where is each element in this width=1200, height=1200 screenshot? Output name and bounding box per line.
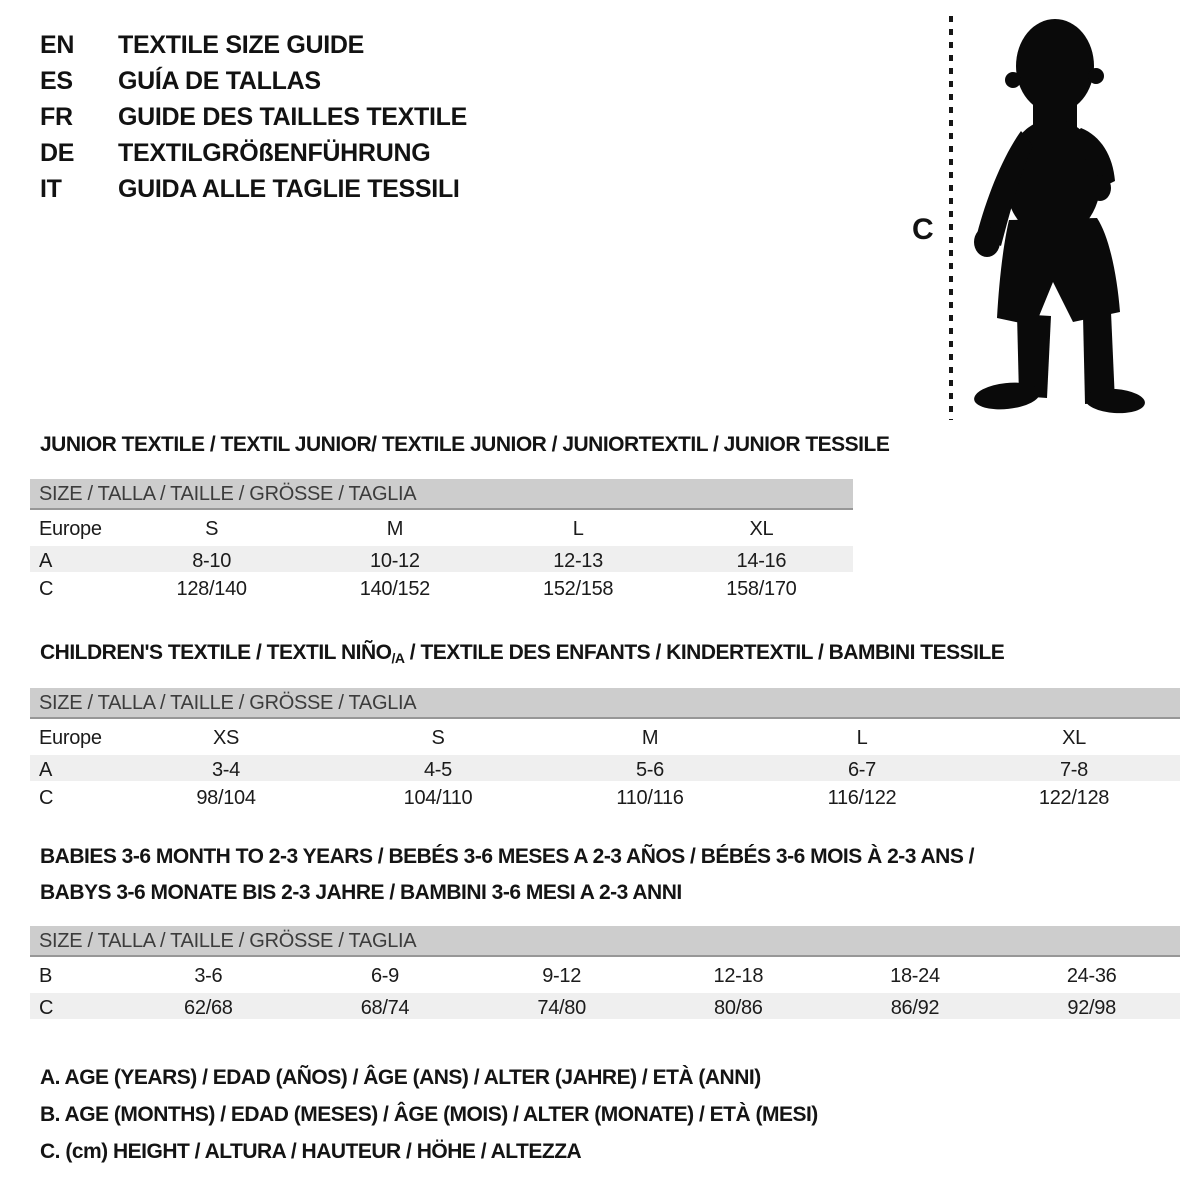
language-row: [40, 171, 467, 207]
height-cell: 80/86: [714, 997, 763, 1019]
height-cell: 116/122: [827, 787, 897, 809]
language-row: [40, 135, 467, 171]
months-cell: 12-18: [713, 965, 764, 987]
size-header-band: SIZE / TALLA / TAILLE / GRÖSSE / TAGLIA: [30, 688, 1180, 719]
children-size-table: [30, 688, 1180, 813]
age-cell: 7-8: [1059, 759, 1088, 781]
legend-age-years: A. AGE (YEARS) / EDAD (AÑOS) / ÂGE (ANS) / ALTER (JAHRE) / ETÀ (ANNI): [40, 1066, 761, 1089]
age-cell: 6-7: [847, 759, 876, 781]
size-cell: L: [572, 518, 584, 540]
language-code: DE: [40, 139, 75, 167]
height-dashed-line: [949, 16, 953, 420]
babies-section-title-line2: BABYS 3-6 MONATE BIS 2-3 JAHRE / BAMBINI 3-6 MESI A 2-3 ANNI: [40, 881, 682, 904]
height-cell: 92/98: [1067, 997, 1116, 1019]
size-cell: M: [641, 727, 659, 749]
toddler-silhouette-image: [963, 16, 1153, 418]
children-section-title: [40, 641, 1004, 666]
height-cell: 140/152: [359, 578, 430, 600]
size-cell: L: [856, 727, 868, 749]
row-label: Europe: [39, 518, 102, 540]
months-cell: 18-24: [890, 965, 940, 987]
language-code: FR: [40, 103, 73, 131]
children-title-prefix: CHILDREN'S TEXTILE / TEXTIL NIÑO: [40, 641, 392, 664]
table-row-europe: [30, 723, 1180, 753]
row-label: A: [39, 550, 53, 572]
age-cell: 8-10: [192, 550, 232, 572]
language-row: [40, 99, 467, 135]
months-cell: 24-36: [1066, 965, 1117, 987]
age-cell: 5-6: [635, 759, 664, 781]
months-cell: 3-6: [194, 965, 223, 987]
table-row-europe: [30, 514, 853, 544]
table-row-height: [30, 783, 1180, 813]
row-label: C: [39, 578, 54, 600]
height-cell: 158/170: [726, 578, 797, 600]
babies-section-title-line1: BABIES 3-6 MONTH TO 2-3 YEARS / BEBÉS 3-6 MESES A 2-3 AÑOS / BÉBÉS 3-6 MOIS À 2-3 ANS /: [40, 845, 975, 868]
language-title-list: [40, 27, 467, 207]
language-title: GUIDE DES TAILLES TEXTILE: [118, 103, 468, 131]
size-cell: M: [386, 518, 404, 540]
table-row-height: [30, 991, 1180, 1021]
row-label: B: [39, 965, 53, 987]
months-cell: 9-12: [542, 965, 582, 987]
size-header-band: SIZE / TALLA / TAILLE / GRÖSSE / TAGLIA: [30, 926, 1180, 957]
age-cell: 10-12: [370, 550, 420, 572]
language-code: ES: [40, 67, 73, 95]
row-label: A: [39, 759, 53, 781]
row-label: Europe: [39, 727, 102, 749]
height-cell: 86/92: [890, 997, 940, 1019]
language-code: IT: [40, 175, 62, 203]
junior-section-title: JUNIOR TEXTILE / TEXTIL JUNIOR/ TEXTILE JUNIOR / JUNIORTEXTIL / JUNIOR TESSILE: [40, 433, 890, 456]
height-cell: 98/104: [196, 787, 256, 809]
language-row: [40, 63, 467, 99]
height-cell: 74/80: [537, 997, 586, 1019]
size-cell: XL: [749, 518, 774, 540]
size-cell: XL: [1062, 727, 1086, 749]
language-code: EN: [40, 31, 75, 59]
table-row-age: [30, 753, 1180, 783]
size-cell: S: [431, 727, 445, 749]
language-row: [40, 27, 467, 63]
babies-size-table: [30, 926, 1180, 1021]
children-title-suffix: / TEXTILE DES ENFANTS / KINDERTEXTIL / BAMBINI TESSILE: [404, 641, 1005, 664]
height-cell: 128/140: [176, 578, 247, 600]
size-cell: XS: [212, 727, 240, 749]
table-row-months: [30, 961, 1180, 991]
legend-age-months: B. AGE (MONTHS) / EDAD (MESES) / ÂGE (MOIS) / ALTER (MONATE) / ETÀ (MESI): [40, 1103, 818, 1126]
children-title-sub: /A: [391, 650, 405, 666]
age-cell: 3-4: [211, 759, 240, 781]
language-title: GUIDA ALLE TAGLIE TESSILI: [118, 175, 460, 203]
height-measure-label: C: [912, 213, 934, 246]
height-cell: 68/74: [360, 997, 410, 1019]
age-cell: 14-16: [736, 550, 787, 572]
table-row-height: [30, 574, 853, 604]
size-cell: S: [205, 518, 219, 540]
language-title: GUÍA DE TALLAS: [118, 67, 321, 95]
language-title: TEXTILGRÖßENFÜHRUNG: [118, 139, 431, 167]
row-label: C: [39, 997, 54, 1019]
age-cell: 4-5: [423, 759, 452, 781]
language-title: TEXTILE SIZE GUIDE: [118, 31, 365, 59]
size-header-band: SIZE / TALLA / TAILLE / GRÖSSE / TAGLIA: [30, 479, 853, 510]
months-cell: 6-9: [370, 965, 399, 987]
height-cell: 104/110: [403, 787, 473, 809]
age-cell: 12-13: [553, 550, 603, 572]
height-cell: 62/68: [184, 997, 233, 1019]
height-cell: 122/128: [1038, 787, 1110, 809]
junior-size-table: [30, 479, 853, 604]
row-label: C: [39, 787, 54, 809]
legend-height-cm: C. (cm) HEIGHT / ALTURA / HAUTEUR / HÖHE / ALTEZZA: [40, 1140, 582, 1163]
height-cell: 152/158: [543, 578, 614, 600]
table-row-age: [30, 544, 853, 574]
height-cell: 110/116: [616, 787, 684, 809]
